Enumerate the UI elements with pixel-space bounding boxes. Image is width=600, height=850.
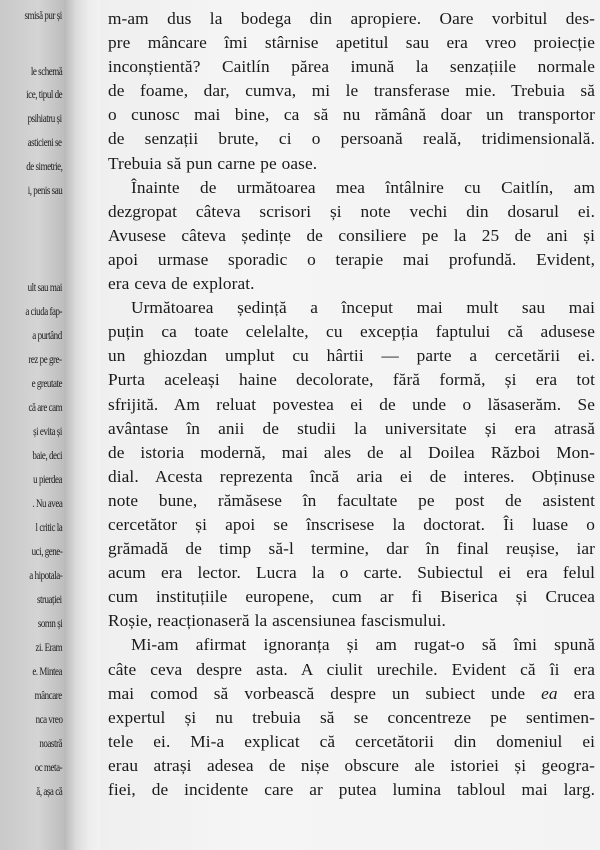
left-page-line: struației: [37, 594, 62, 606]
left-page-line: nca vreo: [35, 714, 62, 726]
text-line: cum instituțiile europene, cum ar fi Biserica și Crucea: [108, 587, 595, 607]
text-line: cercetător și apoi se înscrisese la doctorat. Îi luase o: [108, 514, 595, 534]
text-line: fiei, de incidente care ar putea lumina tabloul mai larg.: [108, 780, 595, 799]
left-page-line: u pierdea: [33, 474, 62, 486]
left-page-line: mâncare: [34, 690, 62, 702]
text-line: grămadă de timp să-l termine, dar în final reușise, iar: [108, 539, 595, 559]
text-line: dezgropat câteva scrisori și note vechi din dosarul ei.: [108, 201, 595, 221]
text-line: de foame, dar, cumva, mi le transferase mie. Trebuia să: [108, 81, 595, 101]
text-line: expertul și nu trebuia să se concentreze pe sentimen-: [108, 707, 595, 727]
left-page-line: a ciuda fap-: [25, 306, 62, 318]
italic-emphasis: ea: [541, 683, 558, 703]
text-line: acum era lector. Lucra la o carte. Subiectul ei era felul: [108, 563, 595, 583]
left-page-line: de simetrie,: [25, 161, 62, 173]
left-page-line: l critic la: [35, 522, 62, 534]
text-line: de istoria modernă, mai ales de al Doilea Război Mon-: [108, 442, 595, 462]
text-line: Înainte de următoarea mea întâlnire cu Caitlín, am: [131, 177, 595, 197]
text-line: tele ei. Mi-a explicat că cercetătorii din domeniul ei: [108, 731, 595, 751]
left-page-line: . Nu avea: [32, 498, 62, 510]
left-page-line: le schemă: [30, 66, 62, 78]
left-page-line: ice, tipul de: [25, 89, 62, 101]
text-line: o cunosc mai bine, ca să nu rămână doar un transportor: [108, 105, 595, 125]
text-line: un ghiozdan umplut cu hârtii — parte a cercetării ei.: [108, 346, 595, 366]
text-line: Roșie, reacționaseră la ascensiunea fascismului.: [108, 611, 446, 631]
left-page-line: i, penis sau: [27, 185, 62, 197]
text-line: note bune, rămăsese în facultate pe post de asistent: [108, 490, 595, 510]
left-page-line: e greutate: [31, 378, 62, 390]
text-line: puțin ca toate celelalte, cu excepția faptului că adusese: [108, 322, 595, 342]
text-line: Următoarea ședință a început mai mult sau mai: [131, 298, 595, 318]
text-line: sfrijită. Am reluat povestea ei de unde o lăsaserăm. Se: [108, 394, 595, 414]
left-page-line: psihiatru și: [27, 113, 62, 125]
text-line: pre mâncare îmi stârnise apetitul sau era vreo proiecție: [108, 33, 595, 53]
text-line: m-am dus la bodega din apropiere. Oare vorbitul des-: [108, 9, 595, 28]
left-page-line: asticieni se: [28, 137, 62, 149]
left-page-line: a purtând: [32, 330, 62, 342]
left-page-line: oc meta-: [34, 762, 62, 774]
left-page-line: zi. Eram: [35, 642, 62, 654]
text-line: apoi urmase sporadic o terapie mai profundă. Evident,: [108, 249, 595, 269]
left-page-line: uci, gene-: [31, 546, 62, 558]
left-page-line: a hipotala-: [29, 570, 62, 582]
text-line: Purta aceleași haine decolorate, fără formă, și era tot: [108, 370, 595, 390]
left-page-line: ă, așa că: [36, 786, 62, 798]
left-page-line: rez pe gre-: [28, 354, 62, 366]
text-line: erau atrași adesea de nișe obscure ale istoriei și geogra-: [108, 755, 595, 775]
left-page-line: că are cam: [28, 402, 62, 414]
text-line: câte ceva despre asta. A ciulit urechile. Evident că îi era: [108, 659, 595, 679]
left-page-line: și evita și: [33, 426, 62, 438]
left-page-line: e. Mintea: [32, 666, 62, 678]
text-line: Mi-am afirmat ignoranța și am rugat-o să îmi spună: [131, 635, 595, 655]
left-page-line: somn și: [37, 618, 62, 630]
text-line: Avusese câteva ședințe de consiliere pe la 25 de ani și: [108, 225, 595, 245]
left-page-line: ult sau mai: [27, 282, 62, 294]
text-line: era ceva de explorat.: [108, 274, 255, 294]
text-line: avântase în anii de studii la universitate și era atrasă: [108, 418, 595, 438]
text-line: mai comod să vorbească despre un subiect unde ea era: [108, 683, 595, 703]
left-page-edge: [0, 0, 64, 850]
book-gutter: [64, 0, 100, 850]
left-page-line: baie, deci: [32, 450, 62, 462]
left-page-line: noastră: [39, 738, 62, 750]
text-line: Trebuia să pun carne pe oase.: [108, 153, 318, 173]
text-line: dial. Acesta reprezenta încă aria ei de interes. Obținuse: [108, 466, 595, 486]
text-line: inconștientă? Caitlín părea imună la senzațiile normale: [108, 57, 595, 77]
text-line: de senzații brute, ci o persoană reală, tridimensională.: [108, 129, 595, 149]
left-page-line: smisă pur și: [24, 10, 62, 22]
body-text: [108, 7, 595, 802]
right-page: [100, 0, 600, 850]
